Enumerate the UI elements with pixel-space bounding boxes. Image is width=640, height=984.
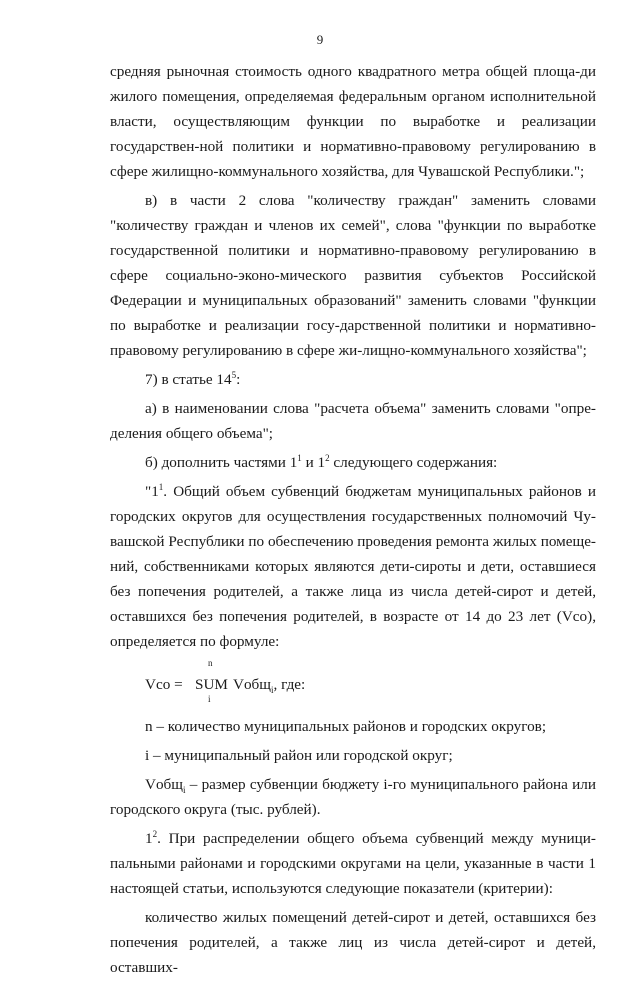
formula-rhs: [233, 672, 305, 697]
text: "1: [145, 483, 159, 500]
paragraph-item-a: а) в наименовании слова "расчета объема" заменить словами "опре-деления общего объема";: [110, 400, 596, 442]
paragraph-part-1-2: [110, 826, 596, 901]
text: . При распределении общего объема субвенций между муници-пальными районами и городскими округами на цели, указанные в части 1 настоящей статьи, используются следующие показатели (критерии):: [110, 830, 596, 897]
definition-i: i – муниципальный район или городской округ;: [145, 747, 453, 764]
paragraph-continuation: средняя рыночная стоимость одного квадратного метра общей площа-ди жилого помещения, определяемая федеральным органом исполнительной власти, осуществляющим функции по выработке и реализации государствен-ной политики и нормативно-правовому регулированию в сфере жилищно-коммунального хозяйства, для Чувашской Республики.";: [110, 63, 596, 180]
text: . Общий объем субвенций бюджетам муниципальных районов и городских округов для осуществления государственных полномочий Чу-вашской Республики по обеспечению проведения ремонта жилых помеще-ний, собственниками которых являются дети-сироты и дети, оставшиеся без попечения родителей, а также лица из числа детей-сирот и детей, оставшихся без попечения родителей, в возрасте от 14 до 23 лет (Vco), определяется по формуле:: [110, 483, 596, 650]
formula: [110, 658, 596, 704]
paragraph-criteria: количество жилых помещений детей-сирот и детей, оставшихся без попечения родителей, а также лиц из числа детей-сирот и детей, оставших-: [110, 909, 596, 976]
formula-sum-upper-limit: n: [208, 658, 213, 668]
text: 7) в статье 14: [145, 371, 232, 388]
paragraph-article-14-5: [110, 367, 596, 392]
paragraph-item-b: [110, 450, 596, 475]
superscript: 2: [152, 828, 158, 839]
text: , где:: [273, 676, 306, 693]
superscript: 2: [325, 452, 330, 463]
definition-n: n – количество муниципальных районов и городских округов;: [145, 718, 547, 735]
text: следующего содержания:: [329, 454, 498, 471]
text: 1: [145, 830, 153, 847]
subscript: i: [270, 685, 274, 696]
text: и 1: [301, 454, 326, 471]
formula-sum-operator: SUM: [195, 676, 228, 693]
formula-lhs: Vco =: [145, 676, 183, 693]
paragraph-part-1-1: [110, 479, 596, 654]
page-number: 9: [316, 32, 324, 47]
formula-sum-lower-limit: i: [208, 694, 211, 704]
paragraph-item-v: в) в части 2 слова "количеству граждан" заменить словами "количеству граждан и членов их семей", слова "функции по выработке государственной политики и нормативно-правовому регулированию в сфере социально-эконо-мического развития субъектов Российской Федерации и муниципальных образований" заменить словами "функции по выработке и реализации госу-дарственной политики и нормативно-правовому регулированию в сфере жи-лищно-коммунального хозяйства";: [110, 192, 596, 359]
subscript: i: [182, 785, 186, 796]
superscript: 1: [297, 452, 302, 463]
definition-vobsh: [110, 772, 596, 822]
document-body: [110, 59, 596, 984]
text: :: [236, 371, 241, 388]
text: – размер субвенции бюджету i-го муниципального района или городского округа (тыс. рублей).: [110, 776, 596, 818]
text: Vобщ: [145, 776, 183, 793]
superscript: 5: [231, 369, 237, 380]
text: Vобщ: [233, 676, 271, 693]
superscript: 1: [158, 481, 164, 492]
formula-sum: [195, 658, 235, 704]
text: б) дополнить частями 1: [145, 454, 298, 471]
